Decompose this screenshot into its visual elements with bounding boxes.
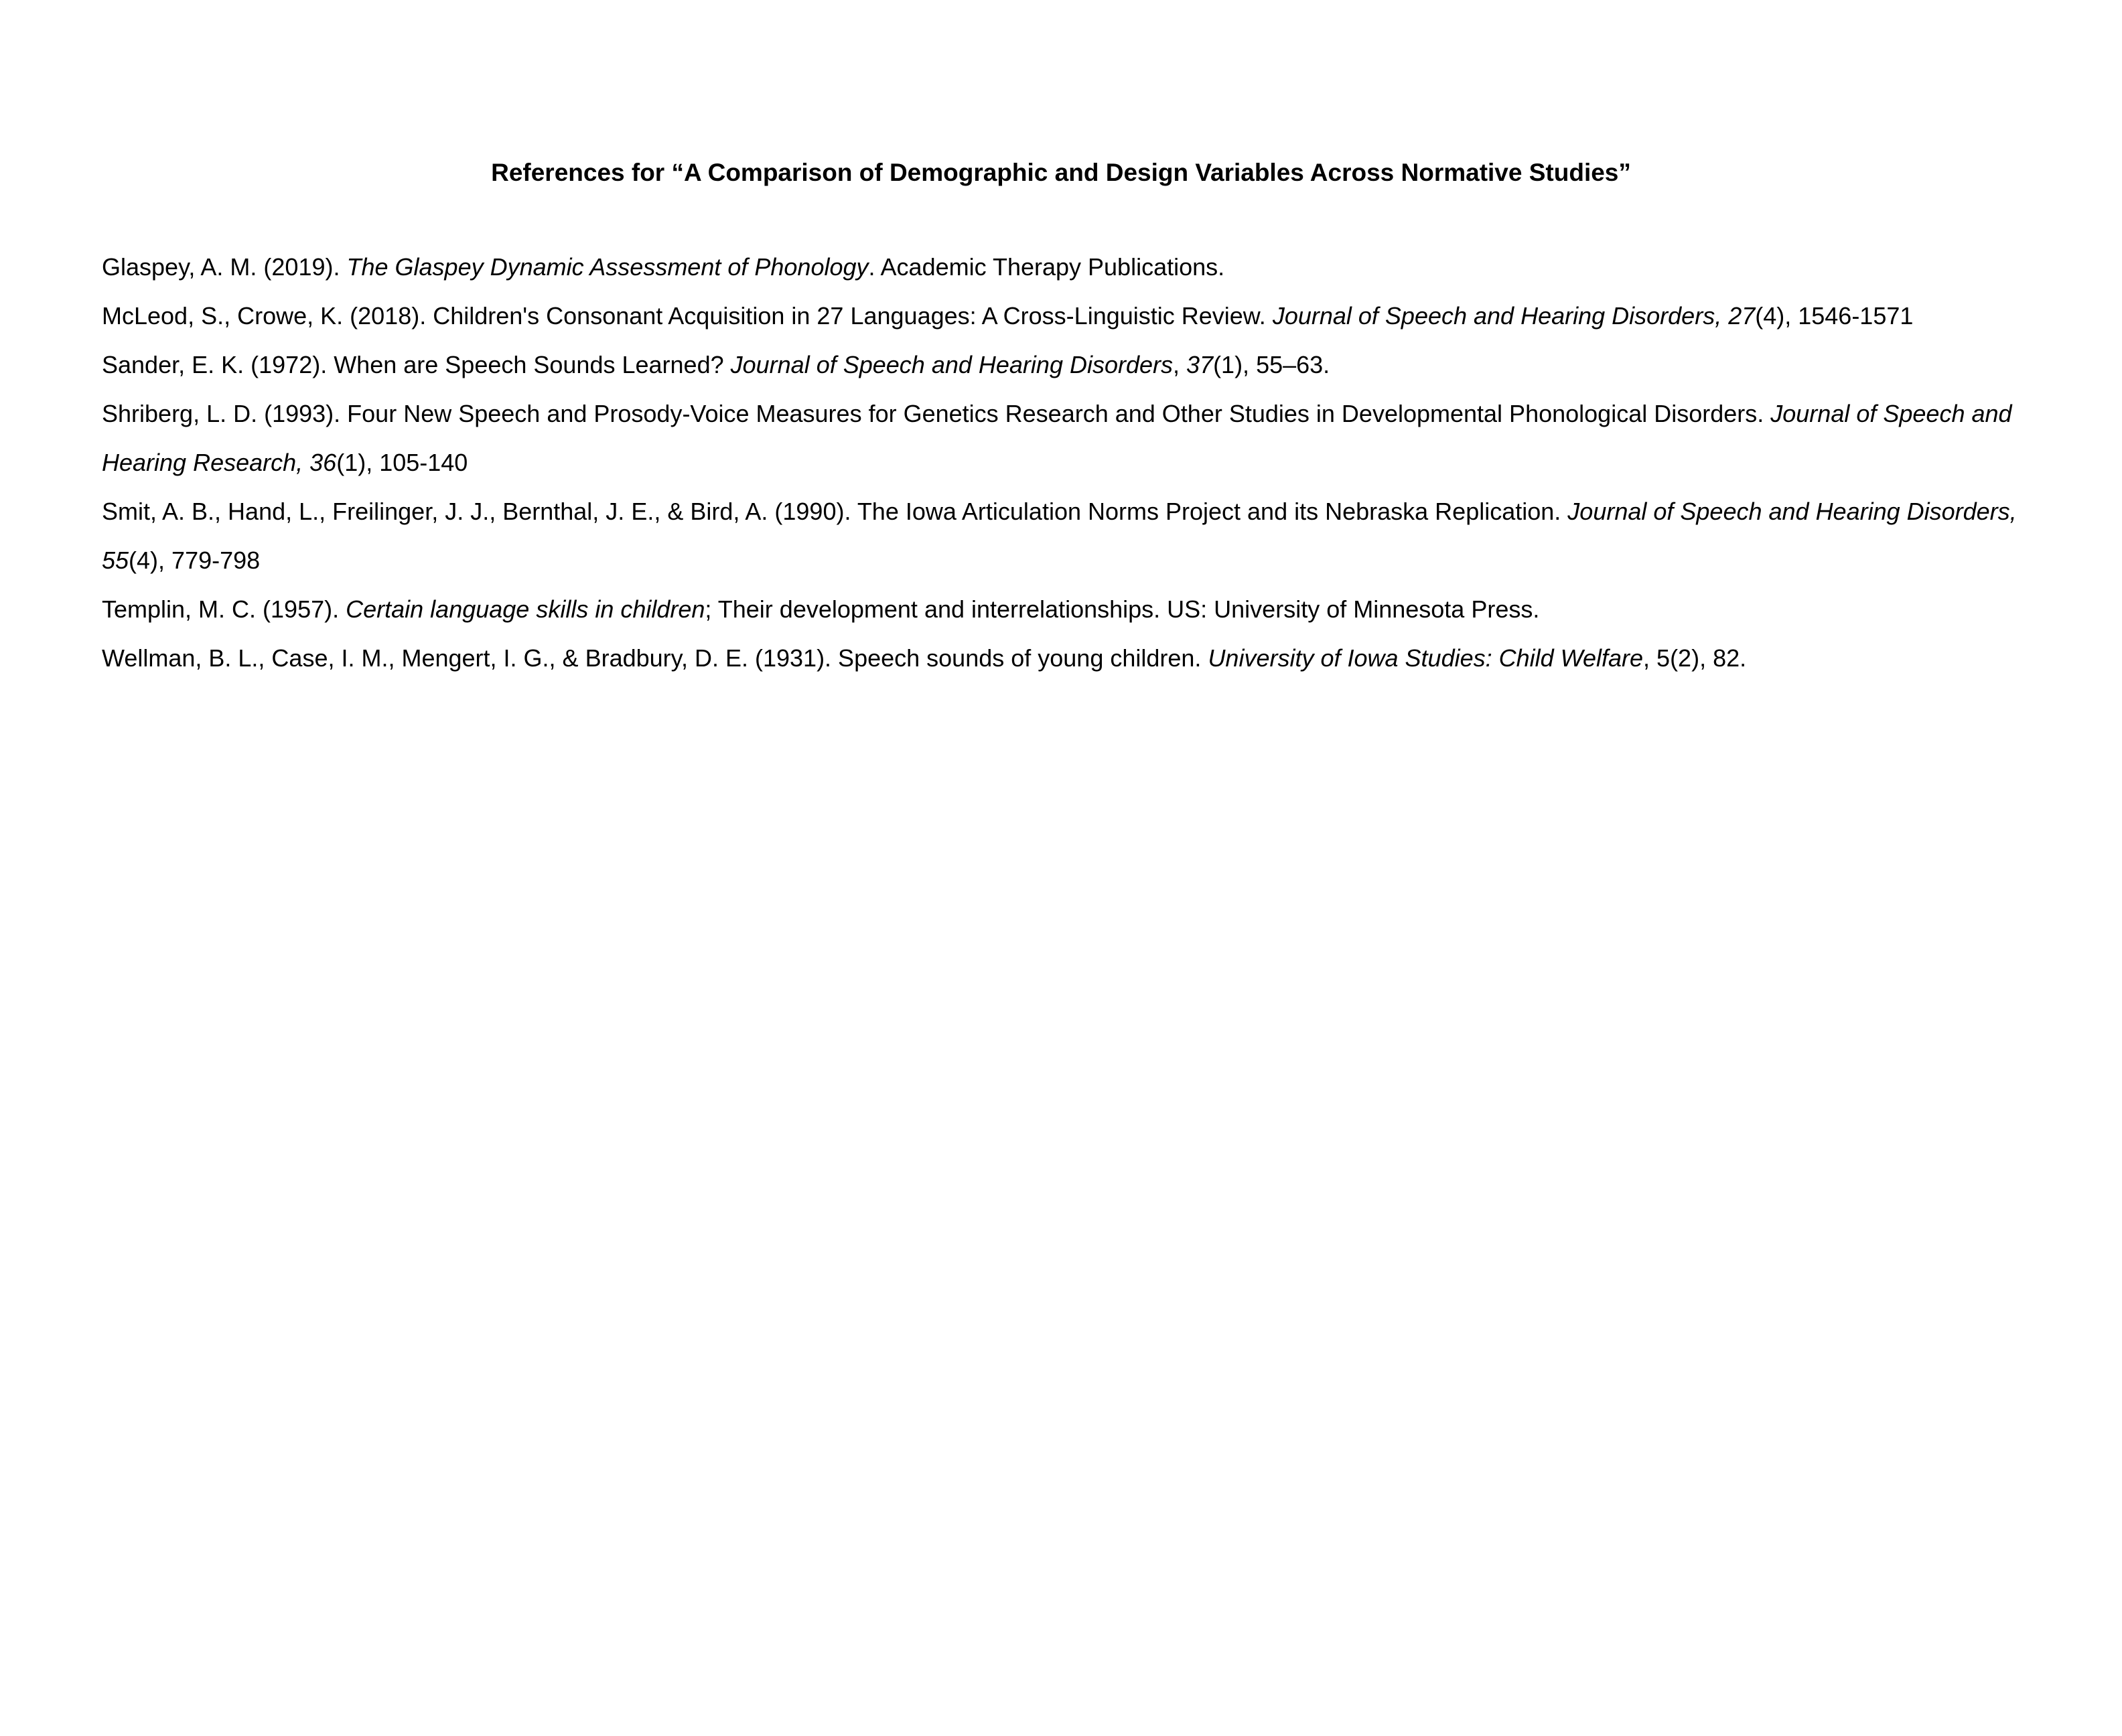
reference-text: Shriberg, L. D. (1993). Four New Speech and Prosody-Voice Measures for Genetics Research and Other Studies in Developmental Phonological Disorders. <box>102 400 1771 427</box>
reference-italic: The Glaspey Dynamic Assessment of Phonology <box>346 253 869 281</box>
reference-text: Smit, A. B., Hand, L., Freilinger, J. J., Bernthal, J. E., & Bird, A. (1990). The Iowa Articulation Norms Project and its Nebraska Replication. <box>102 498 1568 525</box>
reference-text: (4), 779-798 <box>129 547 261 574</box>
reference-shriberg <box>102 389 2031 487</box>
reference-italic: University of Iowa Studies: Child Welfare <box>1208 644 1644 672</box>
reference-text: , 5(2), 82. <box>1643 644 1747 672</box>
reference-mcleod <box>102 291 2031 340</box>
reference-sander <box>102 340 2031 389</box>
reference-templin <box>102 585 2031 634</box>
reference-italic: 37 <box>1186 351 1214 378</box>
document-title: References for “A Comparison of Demographic and Design Variables Across Normative Studies” <box>491 159 1631 186</box>
reference-italic: Journal of Speech and Hearing Disorders <box>730 351 1173 378</box>
reference-text: Templin, M. C. (1957). <box>102 595 346 623</box>
reference-text: , <box>1173 351 1187 378</box>
reference-text: (1), 105-140 <box>336 449 468 476</box>
reference-text: Sander, E. K. (1972). When are Speech Sounds Learned? <box>102 351 731 378</box>
reference-list <box>102 242 2031 682</box>
reference-wellman <box>102 634 2031 682</box>
reference-smit <box>102 487 2031 585</box>
reference-italic: Journal of Speech and Hearing Disorders, 55 <box>102 498 2017 574</box>
reference-text: . Academic Therapy Publications. <box>868 253 1225 281</box>
reference-text: Wellman, B. L., Case, I. M., Mengert, I. G., & Bradbury, D. E. (1931). Speech sounds of young children. <box>102 644 1208 672</box>
reference-text: Glaspey, A. M. (2019). <box>102 253 347 281</box>
reference-text: McLeod, S., Crowe, K. (2018). Children's Consonant Acquisition in 27 Languages: A Cross-Linguistic Review. <box>102 302 1273 330</box>
reference-text: ; Their development and interrelationships. US: University of Minnesota Press. <box>705 595 1540 623</box>
reference-italic: Journal of Speech and Hearing Disorders, 27 <box>1272 302 1756 330</box>
reference-italic: Certain language skills in children <box>346 595 705 623</box>
reference-text: (4), 1546-1571 <box>1755 302 1914 330</box>
reference-italic: Journal of Speech and Hearing Research, 36 <box>102 400 2012 476</box>
reference-glaspey <box>102 242 2031 291</box>
reference-text: (1), 55–63. <box>1213 351 1330 378</box>
